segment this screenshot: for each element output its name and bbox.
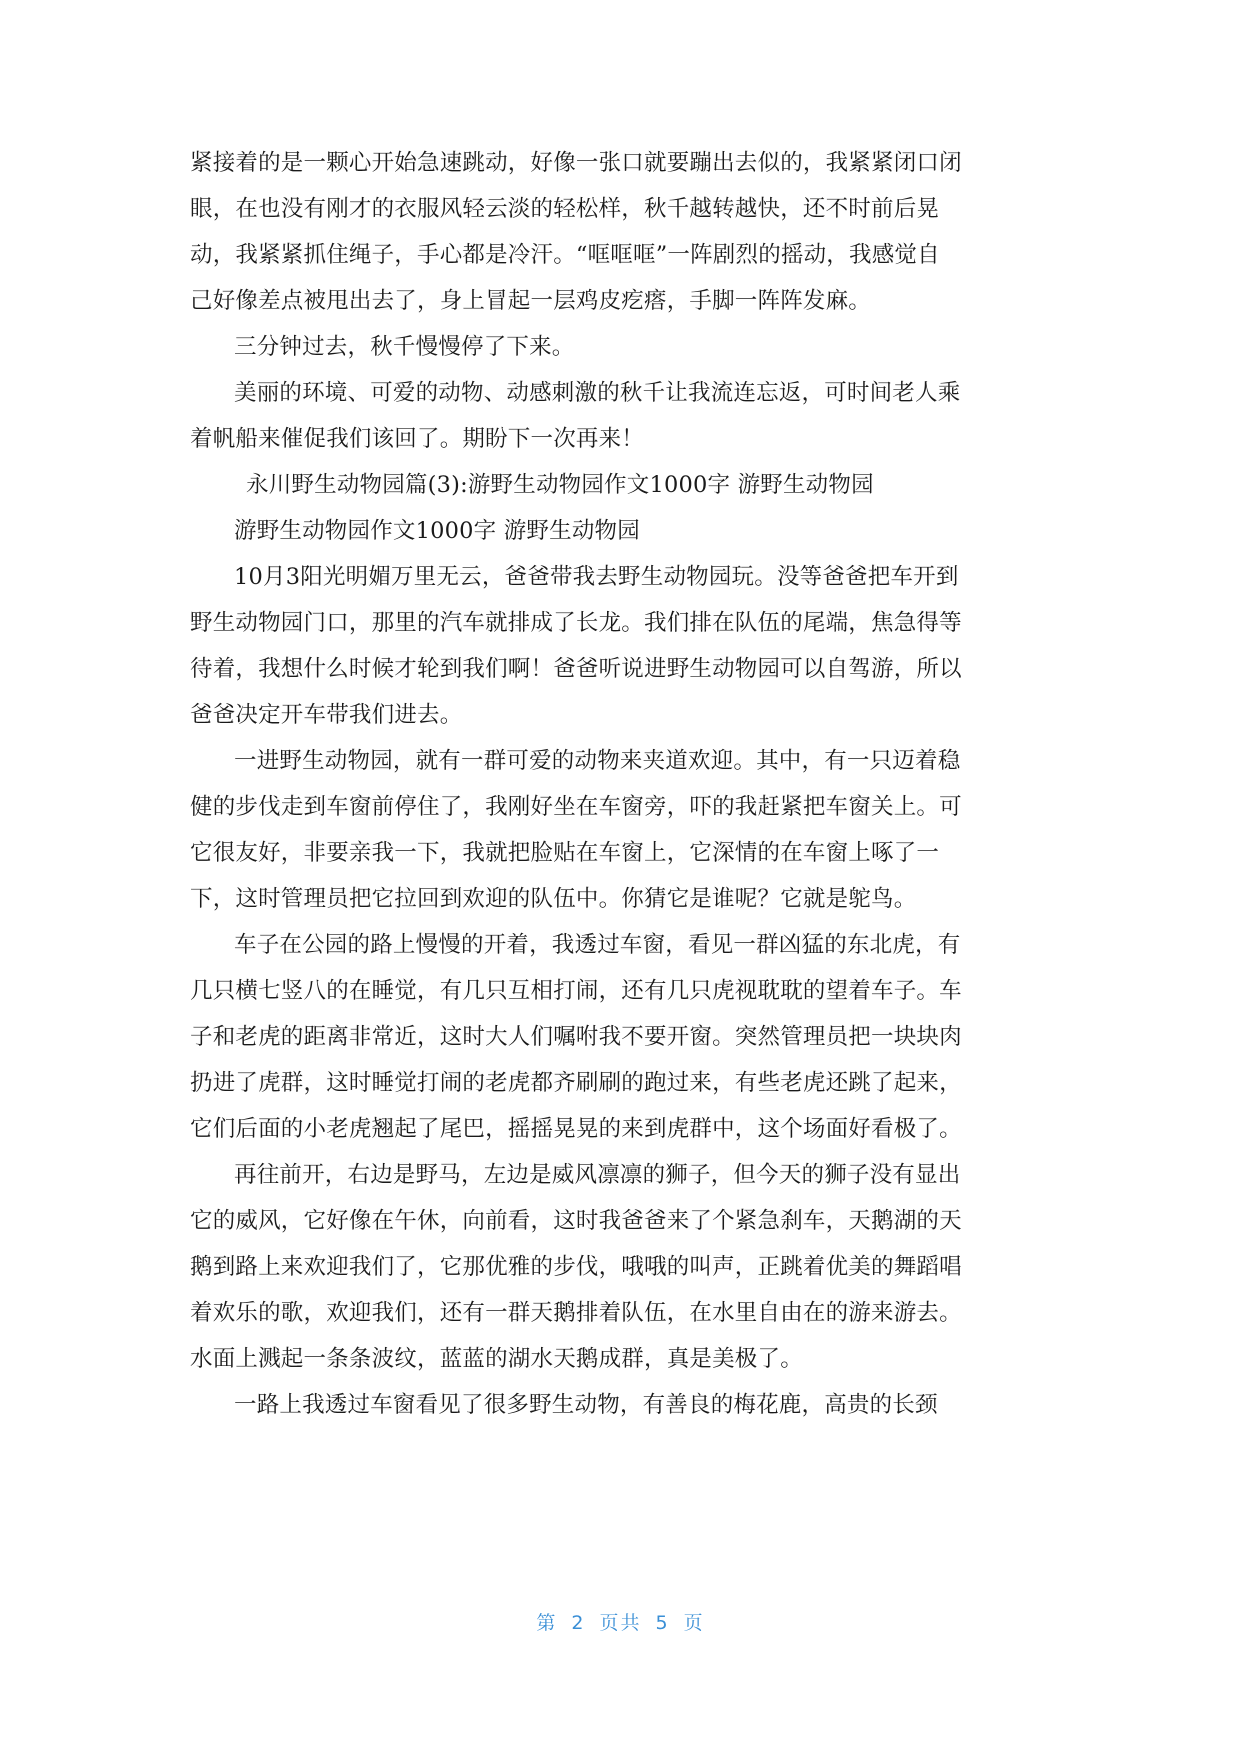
section-heading: 永川野生动物园篇(3):游野生动物园作文1000字 游野生动物园 (246, 472, 874, 498)
paragraph-start: 10月3阳光明媚万里无云，爸爸带我去野生动物园玩。没等爸爸把车开到 (234, 564, 959, 590)
current-page-number: 2 (571, 1612, 586, 1634)
paragraph-start: 一路上我透过车窗看见了很多野生动物，有善良的梅花鹿，高贵的长颈 (234, 1392, 938, 1418)
total-pages-number: 5 (655, 1612, 670, 1634)
text-line: 眼，在也没有刚才的衣服风轻云淡的轻松样，秋千越转越快，还不时前后晃 (190, 196, 940, 222)
text-line: 它的威风，它好像在午休，向前看，这时我爸爸来了个紧急刹车，天鹅湖的天 (190, 1208, 962, 1234)
paragraph-start: 车子在公园的路上慢慢的开着，我透过车窗，看见一群凶猛的东北虎，有 (234, 932, 961, 958)
paragraph-start: 一进野生动物园，就有一群可爱的动物来夹道欢迎。其中，有一只迈着稳 (234, 748, 961, 774)
text-line: 着欢乐的歌，欢迎我们，还有一群天鹅排着队伍，在水里自由在的游来游去。 (190, 1300, 962, 1326)
text-line: 它们后面的小老虎翘起了尾巴，摇摇晃晃的来到虎群中，这个场面好看极了。 (190, 1116, 962, 1142)
subheading: 游野生动物园作文1000字 游野生动物园 (234, 518, 640, 544)
text-line: 着帆船来催促我们该回了。期盼下一次再来！ (190, 426, 645, 452)
footer-label-post: 页 (683, 1612, 705, 1634)
footer-label-pre: 第 (536, 1612, 558, 1634)
text-line: 子和老虎的距离非常近，这时大人们嘱咐我不要开窗。突然管理员把一块块肉 (190, 1024, 962, 1050)
text-line: 它很友好，非要亲我一下，我就把脸贴在车窗上，它深情的在车窗上啄了一 (190, 840, 940, 866)
text-line: 水面上溅起一条条波纹，蓝蓝的湖水天鹅成群，真是美极了。 (190, 1346, 803, 1372)
text-line: 待着，我想什么时候才轮到我们啊！爸爸听说进野生动物园可以自驾游，所以 (190, 656, 962, 682)
page-footer (0, 1608, 1241, 1635)
text-line: 野生动物园门口，那里的汽车就排成了长龙。我们排在队伍的尾端，焦急得等 (190, 610, 962, 636)
text-line: 鹅到路上来欢迎我们了，它那优雅的步伐，哦哦的叫声，正跳着优美的舞蹈唱 (190, 1254, 962, 1280)
paragraph-start: 再往前开，右边是野马，左边是威风凛凛的狮子，但今天的狮子没有显出 (234, 1162, 961, 1188)
paragraph-start: 美丽的环境、可爱的动物、动感刺激的秋千让我流连忘返，可时间老人乘 (234, 380, 961, 406)
text-line: 健的步伐走到车窗前停住了，我刚好坐在车窗旁，吓的我赶紧把车窗关上。可 (190, 794, 962, 820)
text-line: 爸爸决定开车带我们进去。 (190, 702, 463, 728)
text-line: 扔进了虎群，这时睡觉打闹的老虎都齐刷刷的跑过来，有些老虎还跳了起来， (190, 1070, 962, 1096)
text-line: 紧接着的是一颗心开始急速跳动，好像一张口就要蹦出去似的，我紧紧闭口闭 (190, 150, 962, 176)
text-line: 下，这时管理员把它拉回到欢迎的队伍中。你猜它是谁呢？它就是鸵鸟。 (190, 886, 917, 912)
text-line: 动，我紧紧抓住绳子，手心都是冷汗。“哐哐哐”一阵剧烈的摇动，我感觉自 (190, 242, 940, 268)
footer-label-mid: 页共 (599, 1612, 642, 1634)
text-line: 己好像差点被甩出去了，身上冒起一层鸡皮疙瘩，手脚一阵阵发麻。 (190, 288, 872, 314)
paragraph-start: 三分钟过去，秋千慢慢停了下来。 (234, 334, 575, 360)
text-line: 几只横七竖八的在睡觉，有几只互相打闹，还有几只虎视耽耽的望着车子。车 (190, 978, 962, 1004)
